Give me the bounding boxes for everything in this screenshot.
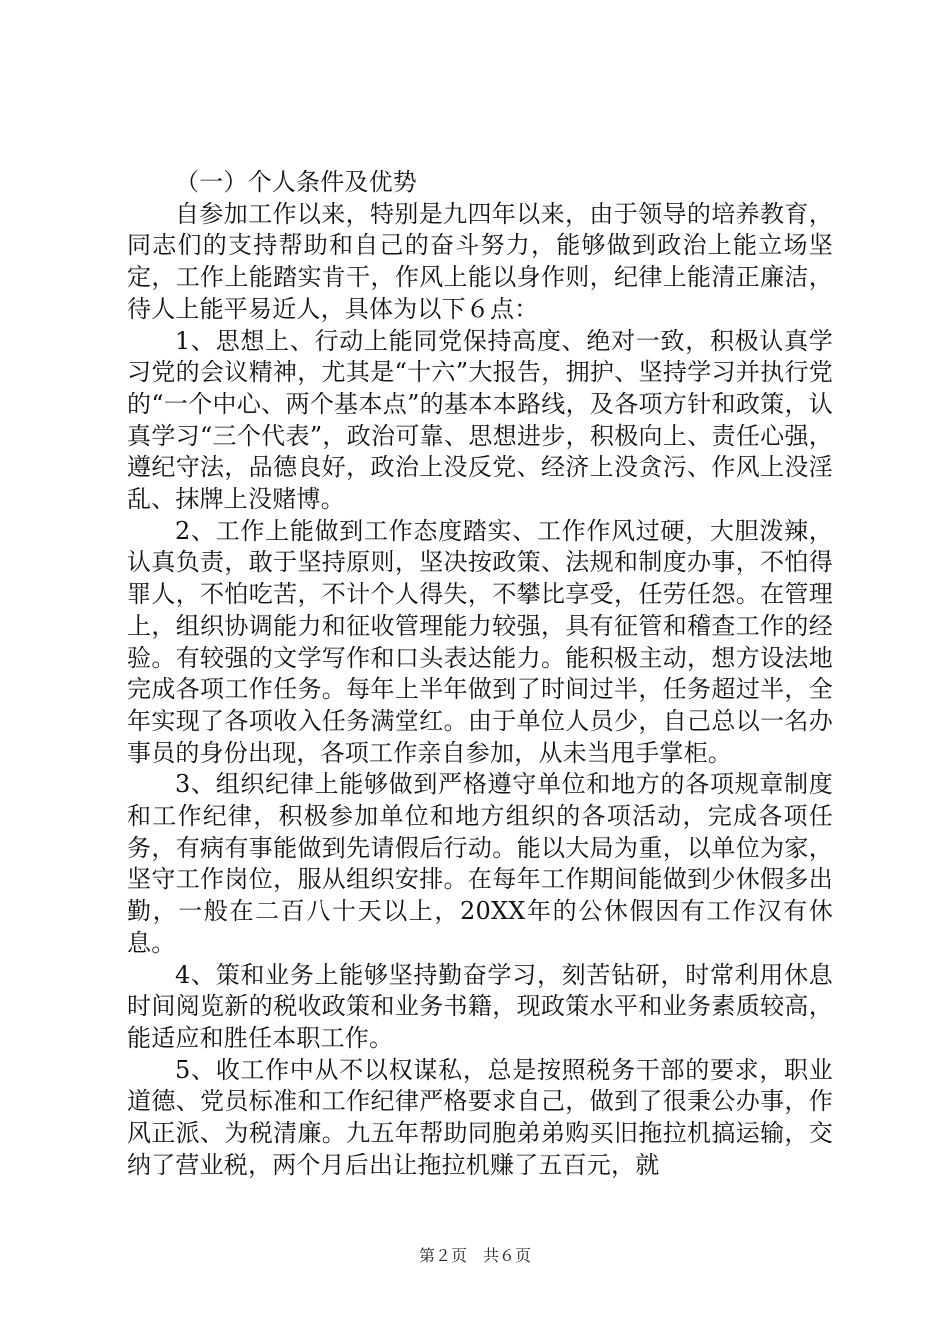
section-heading: （一）个人条件及优势 [175,168,417,196]
paragraph-intro: 自参加工作以来，特别是九四年以来，由于领导的培养教育，同志们的支持帮助和自己的奋斗努力，能够做到政治上能立场坚定，工作上能踏实肯干，作风上能以身作则，纪律上能清正廉洁，待人上能平易近人，具体为以下６点： [127,199,833,323]
paragraph-point-4: 4、策和业务上能够坚持勤奋学习，刻苦钻研，时常利用休息时间阅览新的税收政策和业务书籍，现政策水平和业务素质较高，能适应和胜任本职工作。 [127,960,833,1052]
paragraph-point-5: 5、收工作中从不以权谋私，总是按照税务干部的要求，职业道德、党员标准和工作纪律严格要求自己，做到了很秉公办事，作风正派、为税清廉。九五年帮助同胞弟弟购买旧拖拉机搞运输，交纳了营业税，两个月后出让拖拉机赚了五百元，就 [127,1055,833,1179]
paragraph-point-2: 2、工作上能做到工作态度踏实、工作作风过硬，大胆泼辣，认真负责，敢于坚持原则，坚决按政策、法规和制度办事，不怕得罪人，不怕吃苦，不计个人得失，不攀比享受，任劳任怨。在管理上，组织协调能力和征收管理能力较强，具有征管和稽查工作的经验。有较强的文学写作和口头表达能力。能积极主动，想方设法地完成各项工作任务。每年上半年做到了时间过半，任务超过半，全年实现了各项收入任务满堂红。由于单位人员少，自己总以一名办事员的身份出现，各项工作亲自参加，从未当甩手掌柜。 [127,516,833,767]
paragraph-point-3: 3、组织纪律上能够做到严格遵守单位和地方的各项规章制度和工作纪律，积极参加单位和地方组织的各项活动，完成各项任务，有病有事能做到先请假后行动。能以大局为重，以单位为家，坚守工作岗位，服从组织安排。在每年工作期间能做到少休假多出勤，一般在二百八十天以上，20XX年的公休假因有工作汉有休息。 [127,770,833,957]
paragraph-point-1: 1、思想上、行动上能同党保持高度、绝对一致，积极认真学习党的会议精神，尤其是“十六”大报告，拥护、坚持学习并执行党的“一个中心、两个基本点”的基本本路线，及各项方针和政策，认真学习“三个代表”，政治可靠、思想进步，积极向上、责任心强，遵纪守法，品德良好，政治上没反党、经济上没贪污、作风上没淫乱、抹牌上没赌博。 [127,326,833,514]
page-number-footer: 第２页 共６页 [418,1246,531,1265]
document-body [127,167,833,1182]
